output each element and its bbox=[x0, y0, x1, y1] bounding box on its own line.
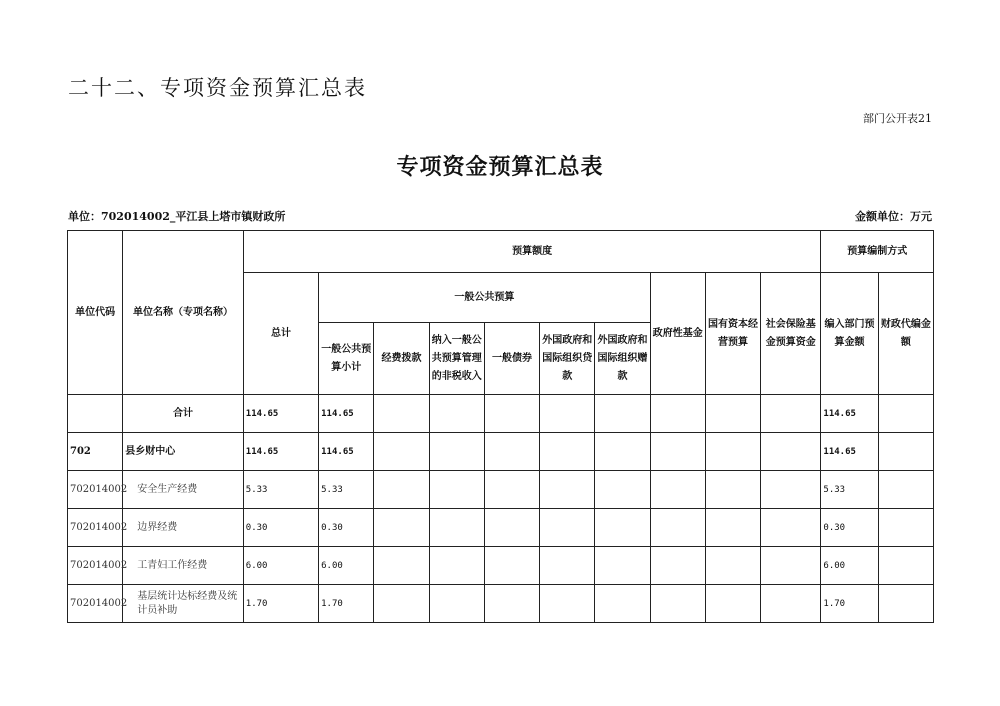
table-row bbox=[68, 471, 934, 509]
header-foreign-loans: 外国政府和国际组织贷款 bbox=[540, 323, 595, 395]
cell-code bbox=[68, 395, 123, 433]
cell-included: 114.65 bbox=[821, 433, 878, 471]
report-title: 专项资金预算汇总表 bbox=[396, 154, 604, 180]
budget-table bbox=[67, 230, 934, 623]
header-bonds: 一般债券 bbox=[484, 323, 539, 395]
table-row bbox=[68, 509, 934, 547]
cell-subtotal: 6.00 bbox=[319, 547, 374, 585]
header-general-public: 一般公共预算 bbox=[319, 273, 651, 323]
cell-included: 6.00 bbox=[821, 547, 878, 585]
cell-subtotal: 1.70 bbox=[319, 585, 374, 623]
cell-name: 安全生产经费 bbox=[123, 471, 244, 509]
table-row bbox=[68, 433, 934, 471]
header-budget-amount: 预算额度 bbox=[243, 231, 821, 273]
cell-included: 1.70 bbox=[821, 585, 878, 623]
header-code: 单位代码 bbox=[68, 231, 123, 395]
cell-included: 5.33 bbox=[821, 471, 878, 509]
cell-total: 5.33 bbox=[243, 471, 318, 509]
header-fiscal-agent: 财政代编金额 bbox=[878, 273, 933, 395]
cell-code: 702014002 bbox=[68, 509, 123, 547]
cell-subtotal: 0.30 bbox=[319, 509, 374, 547]
cell-code: 702 bbox=[68, 433, 123, 471]
page-reference: 部门公开表21 bbox=[863, 112, 932, 125]
cell-code: 702014002 bbox=[68, 471, 123, 509]
cell-included: 114.65 bbox=[821, 395, 878, 433]
cell-code: 702014002 bbox=[68, 547, 123, 585]
cell-total: 114.65 bbox=[243, 395, 318, 433]
header-non-tax: 纳入一般公共预算管理的非税收入 bbox=[429, 323, 484, 395]
header-state-capital: 国有资本经营预算 bbox=[705, 273, 760, 395]
unit-label: 单位：702014002_平江县上塔市镇财政所 bbox=[68, 210, 286, 223]
cell-name: 边界经费 bbox=[123, 509, 244, 547]
table-row bbox=[68, 395, 934, 433]
table-row bbox=[68, 585, 934, 623]
header-gov-fund: 政府性基金 bbox=[650, 273, 705, 395]
cell-name: 合计 bbox=[123, 395, 244, 433]
header-included-dept: 编入部门预算金额 bbox=[821, 273, 878, 395]
cell-total: 0.30 bbox=[243, 509, 318, 547]
cell-subtotal: 114.65 bbox=[319, 395, 374, 433]
header-appropriation: 经费拨款 bbox=[374, 323, 429, 395]
header-social-insurance: 社会保险基金预算资金 bbox=[761, 273, 821, 395]
cell-total: 114.65 bbox=[243, 433, 318, 471]
section-heading: 二十二、专项资金预算汇总表 bbox=[68, 76, 367, 100]
cell-subtotal: 114.65 bbox=[319, 433, 374, 471]
cell-total: 6.00 bbox=[243, 547, 318, 585]
amount-unit-label: 金额单位：万元 bbox=[855, 210, 932, 223]
header-gp-subtotal: 一般公共预算小计 bbox=[319, 323, 374, 395]
cell-included: 0.30 bbox=[821, 509, 878, 547]
header-total: 总计 bbox=[243, 273, 318, 395]
cell-total: 1.70 bbox=[243, 585, 318, 623]
cell-name: 工青妇工作经费 bbox=[123, 547, 244, 585]
table-row bbox=[68, 547, 934, 585]
header-budget-method: 预算编制方式 bbox=[821, 231, 934, 273]
header-name: 单位名称（专项名称） bbox=[123, 231, 244, 395]
header-foreign-grants: 外国政府和国际组织赠款 bbox=[595, 323, 650, 395]
cell-name: 县乡财中心 bbox=[123, 433, 244, 471]
cell-code: 702014002 bbox=[68, 585, 123, 623]
cell-name: 基层统计达标经费及统计员补助 bbox=[123, 585, 244, 623]
cell-subtotal: 5.33 bbox=[319, 471, 374, 509]
